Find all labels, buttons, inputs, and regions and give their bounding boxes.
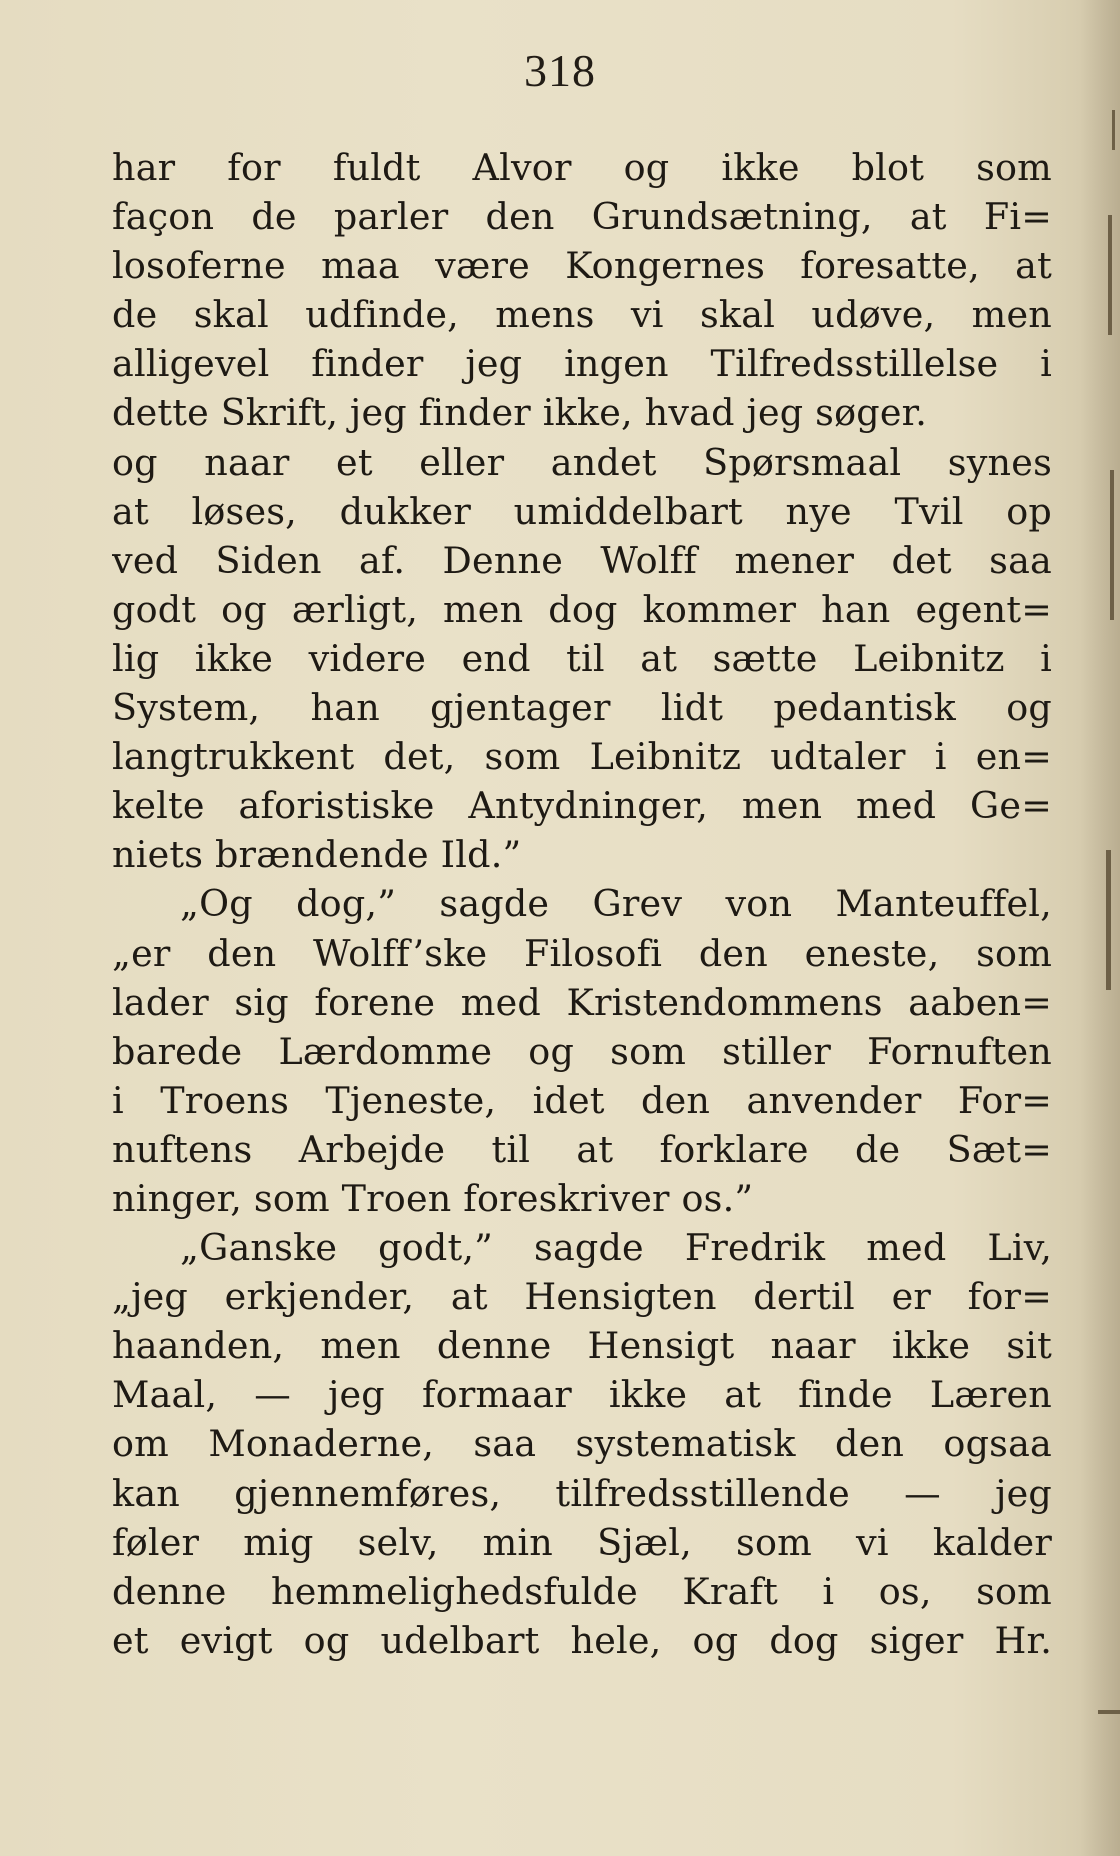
text-line: nuftens Arbejde til at forklare de Sæt= <box>112 1127 1052 1171</box>
text-line: de skal udfinde, mens vi skal udøve, men <box>112 293 1052 337</box>
text-line: façon de parler den Grundsætning, at Fi= <box>112 195 1052 239</box>
text-line: langtrukkent det, som Leibnitz udtaler i en= <box>112 735 1052 779</box>
scan-edge-mark <box>1098 1710 1120 1714</box>
text-line: et evigt og udelbart hele, og dog siger Hr. <box>112 1618 1052 1662</box>
page-edge-shadow <box>1080 0 1120 1856</box>
text-line: føler mig selv, min Sjæl, som vi kalder <box>112 1520 1052 1564</box>
scan-edge-mark <box>1108 215 1112 335</box>
text-line: lader sig forene med Kristendommens aaben= <box>112 980 1052 1024</box>
scan-edge-mark <box>1110 470 1114 620</box>
text-line: „Ganske godt,” sagde Fredrik med Liv, <box>180 1226 1052 1270</box>
text-line: System, han gjentager lidt pedantisk og <box>112 686 1052 730</box>
text-line: losoferne maa være Kongernes foresatte, at <box>112 244 1052 288</box>
text-line: denne hemmelighedsfulde Kraft i os, som <box>112 1569 1052 1613</box>
text-line: om Monaderne, saa systematisk den ogsaa <box>112 1422 1052 1466</box>
text-line: „jeg erkjender, at Hensigten dertil er for= <box>112 1275 1052 1319</box>
text-line: alligevel finder jeg ingen Tilfredsstillelse i <box>112 342 1052 386</box>
text-line: „er den Wolff’ske Filosofi den eneste, som <box>112 931 1052 975</box>
text-line: Maal, — jeg formaar ikke at finde Læren <box>112 1373 1052 1417</box>
text-line: niets brændende Ild.” <box>112 833 522 877</box>
text-line: lig ikke videre end til at sætte Leibnitz i <box>112 636 1052 680</box>
text-line: dette Skrift, jeg finder ikke, hvad jeg søger. <box>112 391 928 435</box>
scan-edge-mark <box>1112 110 1115 150</box>
page-number: 318 <box>524 45 596 96</box>
scan-edge-mark <box>1106 850 1111 990</box>
text-line: og naar et eller andet Spørsmaal synes <box>112 440 1052 484</box>
text-line: ved Siden af. Denne Wolff mener det saa <box>112 538 1052 582</box>
text-line: haanden, men denne Hensigt naar ikke sit <box>112 1324 1052 1368</box>
text-line: i Troens Tjeneste, idet den anvender For= <box>112 1078 1052 1122</box>
text-line: „Og dog,” sagde Grev von Manteuffel, <box>180 882 1052 926</box>
text-line: godt og ærligt, men dog kommer han egent= <box>112 587 1052 631</box>
text-line: kelte aforistiske Antydninger, men med Ge= <box>112 784 1052 828</box>
text-line: har for fuldt Alvor og ikke blot som <box>112 146 1052 189</box>
text-line: at løses, dukker umiddelbart nye Tvil op <box>112 489 1052 533</box>
body-text <box>112 143 1052 1665</box>
text-line: ninger, som Troen foreskriver os.” <box>112 1176 754 1220</box>
text-line: kan gjennemføres, tilfredsstillende — jeg <box>112 1471 1052 1515</box>
text-line: barede Lærdomme og som stiller Fornuften <box>112 1029 1052 1073</box>
